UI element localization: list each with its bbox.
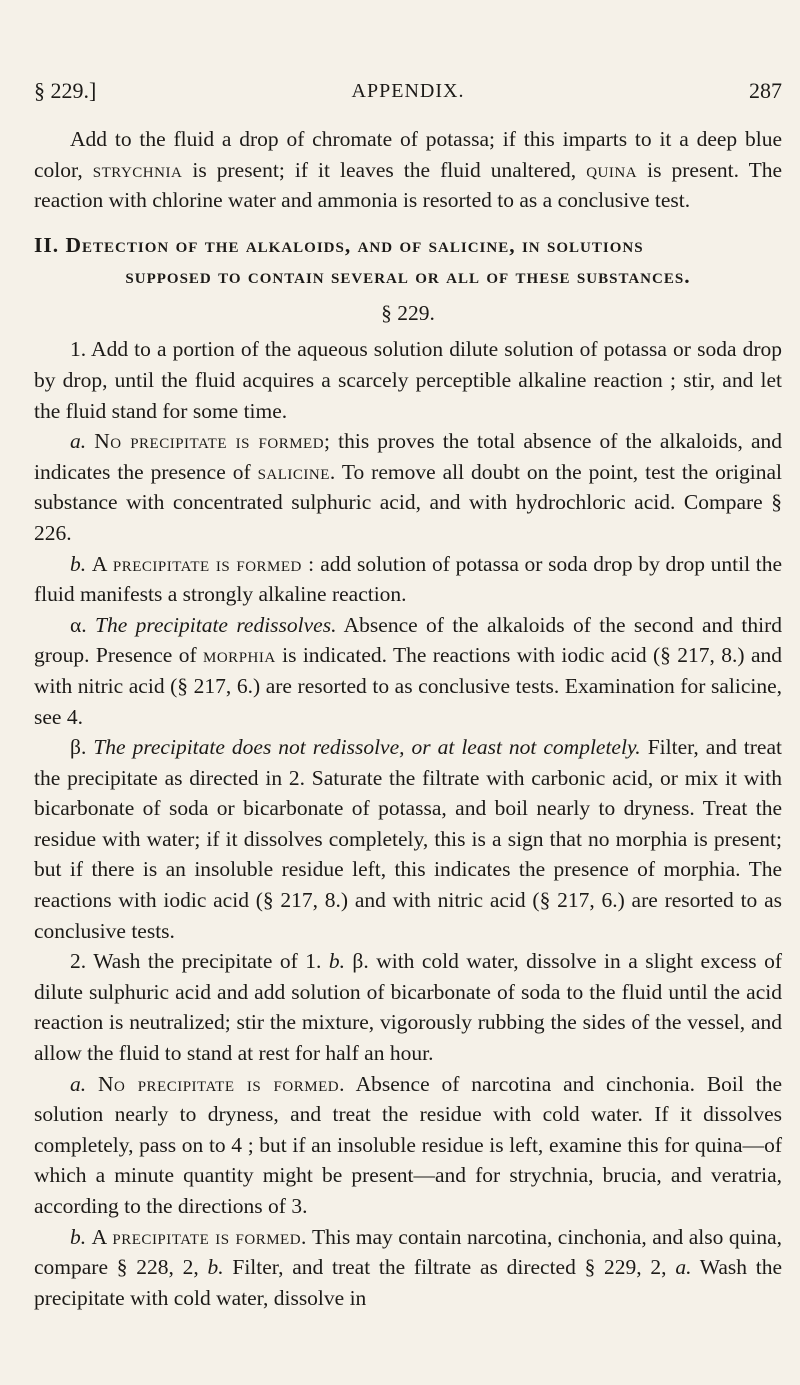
text-segment: Filter, and treat the filtrate as directed § 229, 2, <box>232 1255 667 1280</box>
section-number: § 229. <box>381 300 435 325</box>
page-number: 287 <box>749 78 782 103</box>
paragraph-2b <box>34 1222 782 1314</box>
paragraph-step-2 <box>34 946 782 1068</box>
text-segment: with cold water, dissolve in a slight excess of dilute sulphuric acid and add solution of bicarbonate of soda to the fluid until the acid reaction is neutralized; stir the mixture, vigorously rubbing the sides of the vessel, and allow the fluid to stand at rest for half an hour. <box>34 949 782 1066</box>
reference-label: b. <box>207 1255 224 1280</box>
text-segment: ; this proves the total absence of the alkaloids, and indicates the presence of <box>34 429 783 484</box>
paragraph-step-1: 1. Add to a portion of the aqueous solution dilute solution of potassa or soda drop by drop, until the fluid acquires a scarcely perceptible alkaline reaction ; stir, and let the fluid stand for some time. <box>34 337 782 423</box>
paragraph-1b-alpha <box>34 610 782 732</box>
item-label: α. <box>70 612 87 637</box>
item-heading: No precipitate is formed <box>94 429 325 454</box>
text-segment: . To remove all doubt on the point, test the original substance with concentrated sulphuric acid, and with hydrochloric acid. Compare § 226. <box>34 459 782 545</box>
text-segment: Absence of narcotina and cinchonia. Boil the solution nearly to dryness, and treat the residue with cold water. If it dissolves completely, pass on to 4 ; but if an insoluble residue is left, examine this for quina—of which a minute quantity might be present—and for strychnia, brucia, and veratria, according to the directions of 3. <box>34 1071 782 1218</box>
running-title: APPENDIX. <box>351 80 465 102</box>
text-segment: is present. The reaction with chlorine water and ammonia is resorted to as a conclusive test. <box>34 157 783 213</box>
paragraph-chromate-test <box>34 124 782 216</box>
item-label: a. <box>70 429 87 454</box>
text-segment: Absence of the alkaloids of the second and third group. Presence of <box>34 612 782 668</box>
item-label: β. <box>70 735 87 760</box>
text-segment: add solution of potassa or soda drop by drop until the fluid manifests a strongly alkaline reaction. <box>34 551 783 607</box>
item-heading: The precipitate does not redissolve, or at least not completely. <box>93 735 641 760</box>
section-heading-line-2: supposed to contain several or all of these substances. <box>125 263 691 288</box>
paragraph-1b <box>34 549 782 610</box>
term-quina: quina <box>586 157 638 182</box>
section-heading <box>34 230 782 292</box>
term-salicine: salicine <box>257 459 330 484</box>
item-heading: A precipitate is formed. <box>91 1224 307 1249</box>
text-segment: Wash the precipitate with cold water, dissolve in <box>34 1255 783 1310</box>
section-heading-line-1: II. Detection of the alkaloids, and of salicine, in solutions <box>34 232 644 257</box>
item-label: b. <box>70 1224 87 1249</box>
item-heading: No precipitate is formed. <box>97 1071 345 1096</box>
item-label: a. <box>70 1071 87 1096</box>
text-segment: is indicated. The reactions with iodic acid (§ 217, 8.) and with nitric acid (§ 217, 6.) are resorted to as conclusive tests. Examination for salicine, see 4. <box>34 643 782 729</box>
paragraph-1b-beta <box>34 732 782 946</box>
item-heading: The precipitate redissolves. <box>95 612 337 637</box>
item-label: b. <box>70 551 87 576</box>
paragraph-1a <box>34 426 782 548</box>
running-head <box>34 78 782 108</box>
term-strychnia: strychnia <box>92 157 183 182</box>
text-segment: 2. Wash the precipitate of 1. <box>70 949 322 974</box>
reference-label: a. <box>675 1255 692 1280</box>
text-segment: Add to the fluid a drop of chromate of potassa; if this imparts to it a deep blue color, <box>34 127 782 182</box>
text-segment: This may contain narcotina, cinchonia, and also quina, compare § 228, 2, <box>34 1224 782 1280</box>
section-reference: § 229.] <box>34 78 97 103</box>
reference-label: b. <box>328 949 345 974</box>
text-segment: Filter, and treat the precipitate as directed in 2. Saturate the filtrate with carbonic acid, or mix it with bicarbonate of soda or bicarbonate of potassa, and boil nearly to dryness. Treat the residue with water; if it dissolves completely, this is a sign that no morphia is present; but if there is an insoluble residue left, this indicates the presence of morphia. The reactions with iodic acid (§ 217, 8.) and with nitric acid (§ 217, 6.) are resorted to as conclusive tests. <box>34 735 782 943</box>
text-segment: is present; if it leaves the fluid unaltered, <box>192 157 577 182</box>
term-morphia: morphia <box>203 643 276 668</box>
page-body <box>34 124 782 1313</box>
paragraph-2a <box>34 1069 782 1222</box>
reference-label: β. <box>352 949 369 974</box>
item-heading: A precipitate is formed : <box>91 551 315 576</box>
